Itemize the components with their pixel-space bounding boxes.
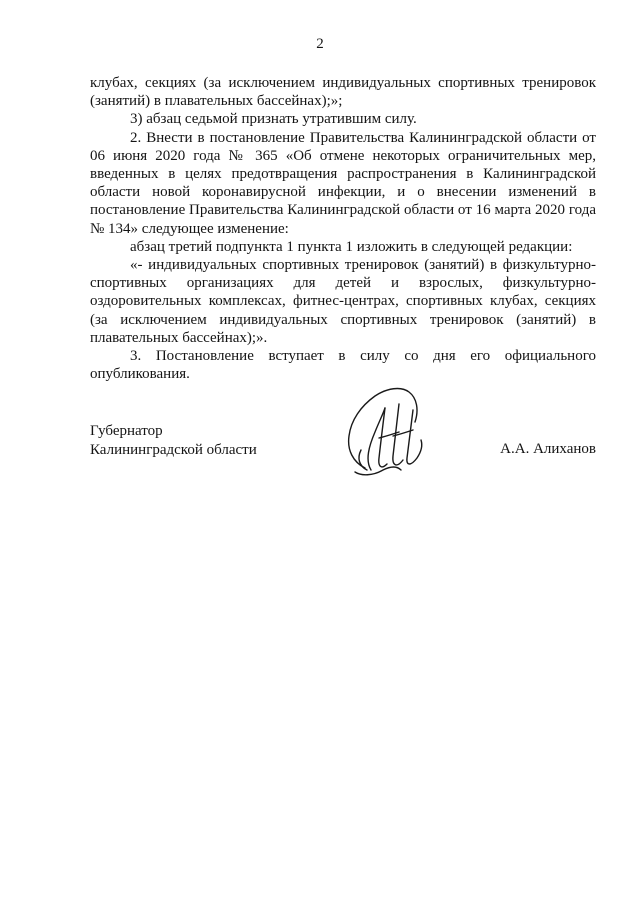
paragraph-amendment-text: «- индивидуальных спортивных тренировок (занятий) в физкультурно-спортивных организациях для детей и взрослых, физкультурно-оздоровительных комплексах, фитнес-центрах, спортивных клубах, секциях (за исключением индивидуальных спортивных тренировок (занятий) в плавательных бассейнах);». <box>90 257 596 346</box>
paragraph-continuation: клубах, секциях (за исключением индивидуальных спортивных тренировок (занятий) в плавательных бассейнах);»; <box>90 75 596 110</box>
paragraph-item-3: 3) абзац седьмой признать утратившим силу. <box>130 111 417 128</box>
document-body <box>90 74 596 383</box>
page-number: 2 <box>316 36 324 52</box>
signatory-title <box>90 422 257 459</box>
signatory-title-line1: Губернатор <box>90 423 163 439</box>
signatory-name: А.А. Алиханов <box>500 441 596 457</box>
signatory-title-line2: Калининградской области <box>90 441 257 458</box>
paragraph-point-3: 3. Постановление вступает в силу со дня его официального опубликования. <box>90 348 596 383</box>
paragraph-amendment-intro: абзац третий подпункта 1 пункта 1 изложить в следующей редакции: <box>130 238 573 255</box>
paragraph-point-2: 2. Внести в постановление Правительства Калининградской области от 06 июня 2020 года № 365 «Об отмене некоторых ограничительных мер, введенных в целях предотвращения распространения в Калининградской области новой коронавирусной инфекции, и о внесении изменений в постановление Правительства Калининградской области от 16 марта 2020 года № 134» следующее изменение: <box>90 129 596 237</box>
handwritten-signature <box>335 380 435 485</box>
